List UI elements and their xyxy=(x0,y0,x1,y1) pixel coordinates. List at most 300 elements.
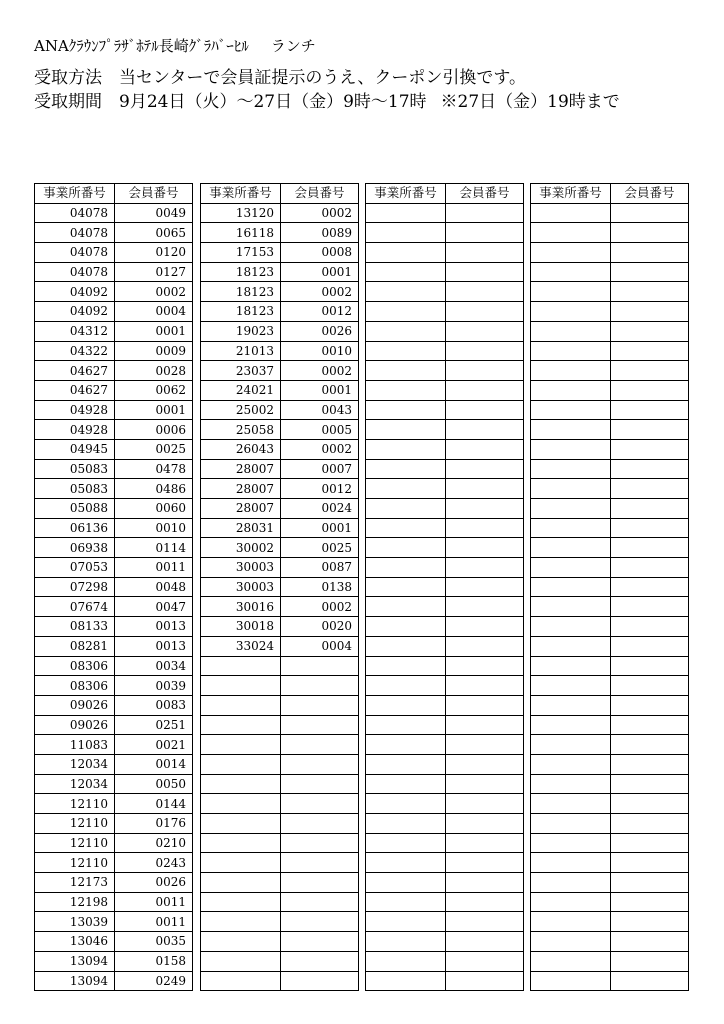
office-number-cell xyxy=(201,873,281,893)
office-number-cell xyxy=(366,321,446,341)
office-number-cell xyxy=(366,951,446,971)
table-row xyxy=(366,420,524,440)
office-number-cell xyxy=(201,676,281,696)
office-number-cell xyxy=(531,538,611,558)
member-number-cell: 0013 xyxy=(115,617,193,637)
member-number-cell: 0001 xyxy=(281,518,359,538)
office-number-cell xyxy=(366,735,446,755)
member-number-cell: 0020 xyxy=(281,617,359,637)
member-number-cell xyxy=(446,932,524,952)
office-number-header: 事業所番号 xyxy=(201,184,281,204)
member-number-cell xyxy=(446,873,524,893)
member-number-cell: 0002 xyxy=(281,282,359,302)
office-number-cell xyxy=(531,262,611,282)
member-number-cell xyxy=(281,932,359,952)
office-number-cell xyxy=(531,223,611,243)
member-number-cell: 0005 xyxy=(281,420,359,440)
member-number-cell xyxy=(611,518,689,538)
member-number-cell xyxy=(611,715,689,735)
table-row xyxy=(531,617,689,637)
member-number-cell: 0006 xyxy=(115,420,193,440)
member-number-cell xyxy=(611,400,689,420)
table-row xyxy=(35,676,193,696)
member-number-cell xyxy=(446,892,524,912)
member-number-cell: 0176 xyxy=(115,814,193,834)
table-row xyxy=(531,774,689,794)
table-row xyxy=(35,735,193,755)
member-number-cell: 0047 xyxy=(115,597,193,617)
office-number-cell xyxy=(201,951,281,971)
office-number-cell xyxy=(531,499,611,519)
table-row xyxy=(35,912,193,932)
office-number-cell: 05083 xyxy=(35,479,115,499)
table-header-row xyxy=(201,184,359,204)
member-number-cell: 0120 xyxy=(115,243,193,263)
office-number-cell xyxy=(366,223,446,243)
member-number-cell xyxy=(611,912,689,932)
table-row xyxy=(531,892,689,912)
member-number-cell xyxy=(611,459,689,479)
member-number-cell xyxy=(281,971,359,991)
member-number-cell xyxy=(446,754,524,774)
table-row xyxy=(366,912,524,932)
office-number-cell: 17153 xyxy=(201,243,281,263)
office-number-cell xyxy=(366,892,446,912)
office-number-cell: 06136 xyxy=(35,518,115,538)
office-number-cell xyxy=(531,243,611,263)
office-number-cell xyxy=(531,912,611,932)
office-number-cell xyxy=(366,538,446,558)
member-number-cell xyxy=(281,715,359,735)
table-row xyxy=(201,439,359,459)
office-number-cell xyxy=(531,833,611,853)
table-row xyxy=(531,361,689,381)
table-header-row xyxy=(366,184,524,204)
member-number-cell xyxy=(446,636,524,656)
member-number-cell xyxy=(611,577,689,597)
office-number-cell xyxy=(531,676,611,696)
member-number-cell xyxy=(611,636,689,656)
table-row xyxy=(366,499,524,519)
office-number-cell xyxy=(366,656,446,676)
member-number-cell xyxy=(281,754,359,774)
office-number-cell: 18123 xyxy=(201,262,281,282)
member-number-cell xyxy=(611,774,689,794)
table-row xyxy=(201,499,359,519)
member-number-cell xyxy=(611,479,689,499)
member-number-cell xyxy=(446,538,524,558)
member-number-cell xyxy=(611,597,689,617)
office-number-cell: 07053 xyxy=(35,558,115,578)
office-number-cell xyxy=(366,833,446,853)
member-number-cell xyxy=(446,479,524,499)
office-number-cell: 26043 xyxy=(201,439,281,459)
table-row xyxy=(366,558,524,578)
office-number-cell xyxy=(531,203,611,223)
member-number-cell: 0002 xyxy=(281,597,359,617)
office-number-cell: 07674 xyxy=(35,597,115,617)
member-number-cell xyxy=(281,892,359,912)
member-number-cell xyxy=(446,302,524,322)
member-number-cell: 0002 xyxy=(281,203,359,223)
table-row xyxy=(531,558,689,578)
office-number-cell xyxy=(366,971,446,991)
office-number-cell xyxy=(201,754,281,774)
member-number-cell: 0083 xyxy=(115,695,193,715)
office-number-cell xyxy=(531,892,611,912)
office-number-cell: 12110 xyxy=(35,814,115,834)
table-row xyxy=(366,676,524,696)
table-row xyxy=(201,833,359,853)
table-row xyxy=(531,695,689,715)
office-number-cell xyxy=(531,380,611,400)
member-number-cell: 0024 xyxy=(281,499,359,519)
office-number-cell: 04627 xyxy=(35,361,115,381)
office-number-cell: 30016 xyxy=(201,597,281,617)
office-number-cell xyxy=(366,341,446,361)
table-row xyxy=(531,676,689,696)
member-number-cell: 0011 xyxy=(115,558,193,578)
office-number-cell xyxy=(531,518,611,538)
office-number-cell xyxy=(366,754,446,774)
table-row xyxy=(201,951,359,971)
table-row xyxy=(201,400,359,420)
office-number-cell xyxy=(531,341,611,361)
member-number-cell xyxy=(281,833,359,853)
member-number-cell xyxy=(611,951,689,971)
table-row xyxy=(35,538,193,558)
member-number-cell xyxy=(281,774,359,794)
table-row xyxy=(201,774,359,794)
office-number-cell: 28007 xyxy=(201,479,281,499)
office-number-cell: 13039 xyxy=(35,912,115,932)
office-number-cell: 09026 xyxy=(35,695,115,715)
member-number-cell: 0025 xyxy=(281,538,359,558)
office-number-header: 事業所番号 xyxy=(366,184,446,204)
office-number-cell xyxy=(366,203,446,223)
member-number-cell xyxy=(446,676,524,696)
table-row xyxy=(201,302,359,322)
office-number-cell: 04078 xyxy=(35,262,115,282)
member-number-cell xyxy=(446,853,524,873)
office-number-cell: 05083 xyxy=(35,459,115,479)
member-number-cell: 0043 xyxy=(281,400,359,420)
table-row xyxy=(201,715,359,735)
table-row xyxy=(366,951,524,971)
office-number-cell: 04945 xyxy=(35,439,115,459)
member-number-cell: 0026 xyxy=(115,873,193,893)
office-number-cell: 25058 xyxy=(201,420,281,440)
office-number-cell xyxy=(201,735,281,755)
member-number-cell xyxy=(611,420,689,440)
member-number-cell xyxy=(611,676,689,696)
table-row xyxy=(35,853,193,873)
table-row xyxy=(35,518,193,538)
member-number-cell xyxy=(611,932,689,952)
member-number-cell: 0028 xyxy=(115,361,193,381)
table-row xyxy=(35,203,193,223)
pickup-method-label: 受取方法 xyxy=(34,68,102,88)
table-row xyxy=(531,302,689,322)
member-number-cell xyxy=(611,617,689,637)
table-row xyxy=(531,223,689,243)
table-row xyxy=(366,518,524,538)
member-number-cell xyxy=(281,853,359,873)
office-number-cell xyxy=(366,912,446,932)
table-row xyxy=(201,577,359,597)
office-number-cell xyxy=(531,754,611,774)
office-number-cell xyxy=(531,715,611,735)
member-number-cell xyxy=(446,243,524,263)
office-number-cell xyxy=(366,617,446,637)
office-number-cell xyxy=(366,577,446,597)
office-number-cell: 13046 xyxy=(35,932,115,952)
member-number-cell xyxy=(611,361,689,381)
pickup-period-note: ※27日（金）19時まで xyxy=(440,92,620,112)
member-number-cell xyxy=(446,833,524,853)
office-number-cell xyxy=(201,656,281,676)
office-number-cell xyxy=(366,695,446,715)
member-number-cell: 0062 xyxy=(115,380,193,400)
member-number-header: 会員番号 xyxy=(281,184,359,204)
office-number-cell xyxy=(531,479,611,499)
office-number-cell xyxy=(366,518,446,538)
member-number-cell xyxy=(611,380,689,400)
member-number-header: 会員番号 xyxy=(611,184,689,204)
table-row xyxy=(35,321,193,341)
office-number-cell: 23037 xyxy=(201,361,281,381)
member-number-cell xyxy=(446,223,524,243)
table-row xyxy=(366,814,524,834)
table-row xyxy=(35,302,193,322)
office-number-cell xyxy=(366,361,446,381)
office-number-cell xyxy=(366,459,446,479)
table-row xyxy=(531,459,689,479)
member-number-cell: 0013 xyxy=(115,636,193,656)
member-number-cell: 0034 xyxy=(115,656,193,676)
member-number-cell xyxy=(611,223,689,243)
office-number-cell xyxy=(201,853,281,873)
table-row xyxy=(35,400,193,420)
table-row xyxy=(366,203,524,223)
member-number-cell xyxy=(281,912,359,932)
table-row xyxy=(531,203,689,223)
table-row xyxy=(35,577,193,597)
office-number-cell xyxy=(366,715,446,735)
member-number-cell: 0127 xyxy=(115,262,193,282)
table-row xyxy=(366,853,524,873)
member-number-cell xyxy=(611,302,689,322)
office-number-cell xyxy=(366,262,446,282)
member-number-cell: 0144 xyxy=(115,794,193,814)
table-row xyxy=(201,420,359,440)
office-number-cell xyxy=(366,380,446,400)
table-row xyxy=(35,262,193,282)
office-number-cell: 08306 xyxy=(35,676,115,696)
table-row xyxy=(531,656,689,676)
member-number-cell: 0114 xyxy=(115,538,193,558)
office-number-cell: 18123 xyxy=(201,302,281,322)
office-number-cell xyxy=(531,321,611,341)
office-number-cell xyxy=(531,400,611,420)
meal-type: ランチ xyxy=(270,37,316,55)
member-number-cell xyxy=(446,400,524,420)
member-number-cell: 0048 xyxy=(115,577,193,597)
member-number-cell: 0010 xyxy=(281,341,359,361)
office-number-cell: 11083 xyxy=(35,735,115,755)
table-row xyxy=(35,617,193,637)
member-number-cell xyxy=(611,282,689,302)
table-row xyxy=(35,794,193,814)
office-number-cell: 04092 xyxy=(35,302,115,322)
office-number-cell: 13094 xyxy=(35,951,115,971)
table-row xyxy=(366,794,524,814)
office-number-cell: 12198 xyxy=(35,892,115,912)
office-number-cell: 28031 xyxy=(201,518,281,538)
member-number-cell xyxy=(446,518,524,538)
member-number-cell xyxy=(281,814,359,834)
table-row xyxy=(366,538,524,558)
member-number-cell: 0050 xyxy=(115,774,193,794)
office-number-cell xyxy=(531,794,611,814)
office-number-cell xyxy=(531,361,611,381)
member-table-block-2 xyxy=(200,183,359,991)
member-number-cell: 0008 xyxy=(281,243,359,263)
table-row xyxy=(35,892,193,912)
member-number-cell xyxy=(446,656,524,676)
office-number-cell: 28007 xyxy=(201,459,281,479)
office-number-cell xyxy=(366,302,446,322)
table-row xyxy=(201,636,359,656)
member-number-cell xyxy=(446,262,524,282)
member-number-cell: 0138 xyxy=(281,577,359,597)
member-number-cell xyxy=(611,695,689,715)
table-row xyxy=(366,282,524,302)
table-row xyxy=(201,223,359,243)
table-row xyxy=(35,814,193,834)
member-number-cell xyxy=(446,361,524,381)
office-number-cell: 24021 xyxy=(201,380,281,400)
table-row xyxy=(201,282,359,302)
member-number-header: 会員番号 xyxy=(115,184,193,204)
office-number-cell xyxy=(201,695,281,715)
member-number-cell: 0035 xyxy=(115,932,193,952)
table-row xyxy=(366,617,524,637)
table-row xyxy=(366,262,524,282)
member-number-cell xyxy=(611,853,689,873)
table-row xyxy=(35,361,193,381)
member-number-cell xyxy=(611,262,689,282)
table-row xyxy=(366,223,524,243)
member-number-cell: 0065 xyxy=(115,223,193,243)
table-row xyxy=(531,262,689,282)
office-number-cell xyxy=(366,794,446,814)
member-number-cell xyxy=(446,577,524,597)
office-number-cell xyxy=(531,814,611,834)
table-row xyxy=(531,499,689,519)
table-row xyxy=(35,695,193,715)
member-number-cell xyxy=(446,439,524,459)
office-number-cell: 21013 xyxy=(201,341,281,361)
member-number-cell: 0049 xyxy=(115,203,193,223)
table-row xyxy=(35,341,193,361)
office-number-cell: 12110 xyxy=(35,833,115,853)
member-number-cell xyxy=(446,459,524,479)
hotel-name: ANAｸﾗｳﾝﾌﾟﾗｻﾞﾎﾃﾙ長崎ｸﾞﾗﾊﾞｰﾋﾙ xyxy=(34,37,249,55)
table-row xyxy=(366,400,524,420)
table-row xyxy=(531,853,689,873)
member-number-cell xyxy=(611,203,689,223)
member-number-cell: 0158 xyxy=(115,951,193,971)
table-row xyxy=(366,439,524,459)
table-row xyxy=(366,932,524,952)
member-number-cell xyxy=(611,833,689,853)
member-number-cell: 0004 xyxy=(115,302,193,322)
table-row xyxy=(201,341,359,361)
member-number-cell xyxy=(446,715,524,735)
office-number-cell: 09026 xyxy=(35,715,115,735)
office-number-cell: 13094 xyxy=(35,971,115,991)
table-row xyxy=(35,833,193,853)
office-number-cell xyxy=(366,853,446,873)
table-row xyxy=(35,479,193,499)
member-number-cell xyxy=(611,735,689,755)
table-row xyxy=(201,262,359,282)
table-row xyxy=(35,380,193,400)
office-number-cell: 04928 xyxy=(35,420,115,440)
table-row xyxy=(531,794,689,814)
office-number-cell xyxy=(366,479,446,499)
table-row xyxy=(201,676,359,696)
member-number-cell xyxy=(446,794,524,814)
table-row xyxy=(201,243,359,263)
office-number-cell xyxy=(201,814,281,834)
office-number-cell xyxy=(366,774,446,794)
member-number-cell: 0243 xyxy=(115,853,193,873)
office-number-cell xyxy=(531,597,611,617)
office-number-cell xyxy=(366,558,446,578)
table-row xyxy=(35,774,193,794)
table-row xyxy=(366,341,524,361)
member-number-cell xyxy=(611,499,689,519)
table-row xyxy=(201,695,359,715)
table-row xyxy=(366,380,524,400)
table-row xyxy=(201,558,359,578)
table-row xyxy=(366,656,524,676)
table-row xyxy=(366,774,524,794)
table-row xyxy=(366,361,524,381)
office-number-cell xyxy=(531,577,611,597)
member-table-block-1 xyxy=(34,183,193,991)
table-row xyxy=(201,321,359,341)
member-number-cell xyxy=(611,754,689,774)
pickup-period-label: 受取期間 xyxy=(34,92,102,112)
table-row xyxy=(201,892,359,912)
member-number-cell xyxy=(446,282,524,302)
table-row xyxy=(531,971,689,991)
table-row xyxy=(201,203,359,223)
member-number-cell xyxy=(446,597,524,617)
table-row xyxy=(35,558,193,578)
office-number-cell: 04078 xyxy=(35,243,115,263)
office-number-cell: 04078 xyxy=(35,203,115,223)
office-number-cell: 08133 xyxy=(35,617,115,637)
office-number-cell: 12110 xyxy=(35,794,115,814)
table-row xyxy=(201,518,359,538)
member-number-cell: 0001 xyxy=(115,400,193,420)
member-number-cell: 0012 xyxy=(281,302,359,322)
member-number-cell: 0087 xyxy=(281,558,359,578)
